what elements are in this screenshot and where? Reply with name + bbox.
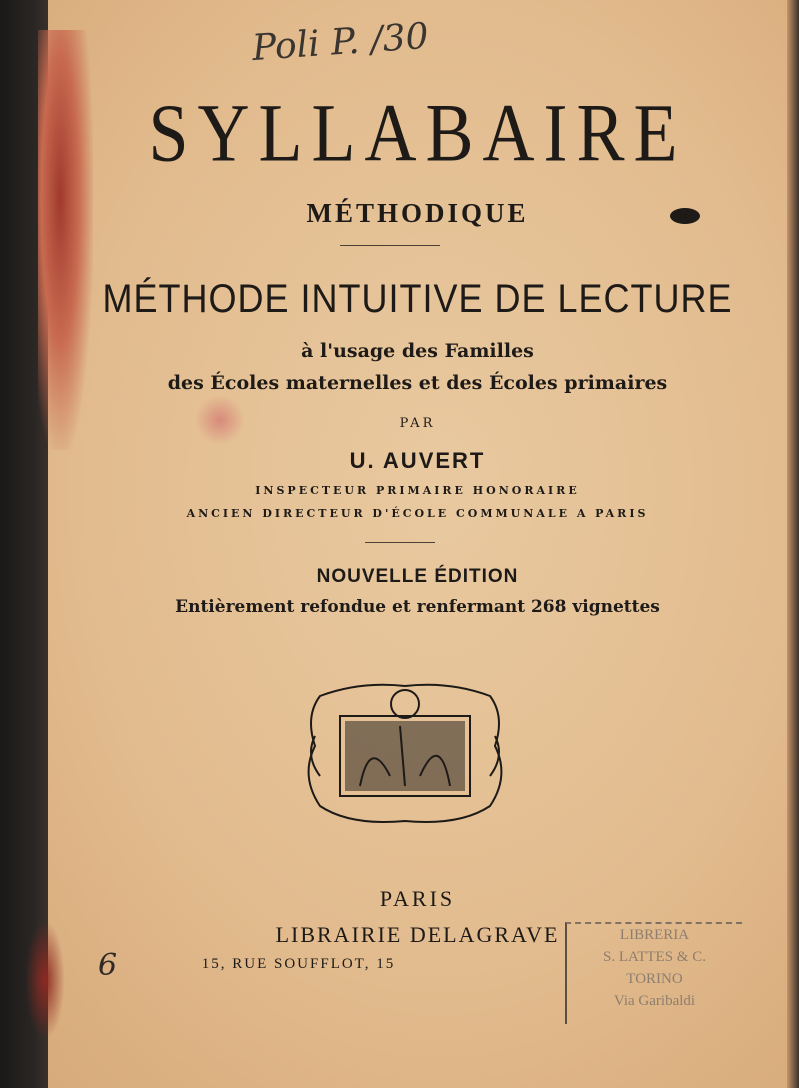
publisher-address: 15, RUE SOUFFLOT, 15 <box>201 956 396 972</box>
bookseller-stamp <box>565 922 742 1024</box>
heading: MÉTHODE INTUITIVE DE LECTURE <box>102 275 733 321</box>
edition: NOUVELLE ÉDITION <box>316 566 519 587</box>
usage-line: des Écoles maternelles et des Écoles primaires <box>167 372 668 394</box>
author: U. AUVERT <box>349 448 486 473</box>
stamp-line: TORINO <box>626 971 683 987</box>
handwritten-mark: 6 <box>98 948 118 983</box>
stamp-line: Via Garibaldi <box>613 993 696 1009</box>
book-subtitle: MÉTHODIQUE <box>306 198 529 228</box>
by-label: PAR <box>399 416 436 431</box>
stamp-line: S. LATTES & C. <box>603 949 706 965</box>
divider <box>365 542 435 543</box>
usage-line: à l'usage des Familles <box>301 340 534 362</box>
divider <box>340 245 440 246</box>
ornamental-vignette <box>300 676 510 826</box>
stamp-line: LIBRERIA <box>619 927 690 943</box>
book-title: SYLLABAIRE <box>148 86 687 179</box>
page-edge <box>787 0 799 1088</box>
city: PARIS <box>379 886 456 911</box>
author-title: INSPECTEUR PRIMAIRE HONORAIRE <box>255 484 580 497</box>
edition-note: Entièrement refondue et renfermant 268 vignettes <box>175 597 660 617</box>
author-title: ANCIEN DIRECTEUR D'ÉCOLE COMMUNALE A PARIS <box>186 507 649 520</box>
handwritten-note: Poli P. /30 <box>250 15 430 70</box>
publisher: LIBRAIRIE DELAGRAVE <box>275 922 560 947</box>
